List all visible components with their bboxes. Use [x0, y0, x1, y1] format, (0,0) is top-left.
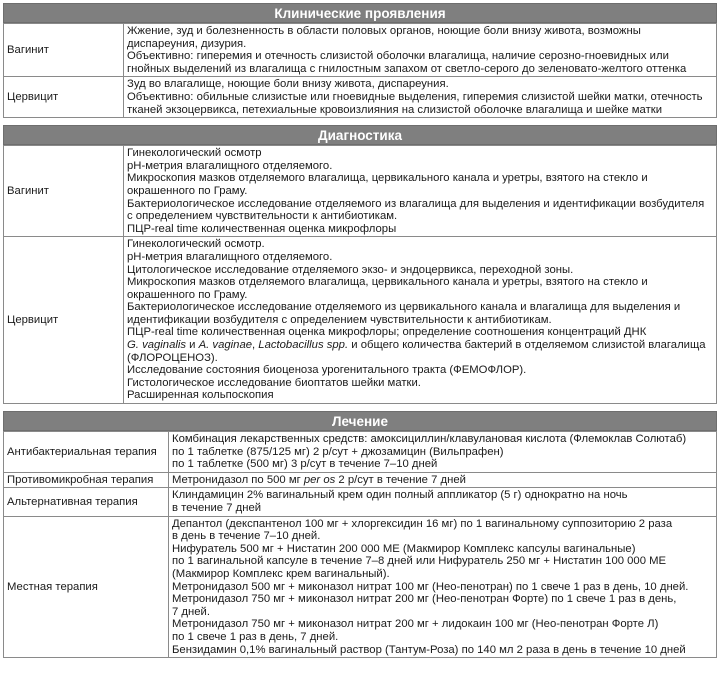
- content-line: G. vaginalis и A. vaginae, Lactobacillus spp. и общего количества бактерий в отделяемом слизистой влагалища: [127, 339, 706, 352]
- table-row: [4, 24, 717, 77]
- content-line: (Макмирор Комплекс крем вагинальный).: [172, 567, 390, 580]
- section-title-treatment: Лечение: [3, 411, 717, 431]
- content-line: Бактериологическое исследование отделяемого из влагалища для выделения и идентификации возбудителя: [127, 197, 705, 210]
- content-line: Бензидамин 0,1% вагинальный раствор (Тантум-Роза) по 140 мл 2 раза в день в течение 10 дней: [172, 643, 686, 656]
- content-line: по 1 таблетке (500 мг) 3 р/сут в течение 7–10 дней: [172, 458, 438, 471]
- content-line: идентификации возбудителя с определением чувствительности к антибиотикам.: [127, 313, 552, 326]
- row-label: Вагинит: [4, 24, 124, 77]
- content-line: Микроскопия мазков отделяемого влагалища, цервикального канала и уретры, взятого на стекло и: [127, 276, 648, 289]
- content-line: Расширенная кольпоскопия: [127, 389, 274, 402]
- content-line: ПЦР-real time количественная оценка микрофлоры; определение соотношения концентраций ДНК: [127, 326, 647, 339]
- table-row: [4, 237, 717, 404]
- row-content: [124, 77, 717, 118]
- row-content: [169, 516, 717, 658]
- row-label: Цервицит: [4, 237, 124, 404]
- content-line: Гинекологический осмотр: [127, 147, 262, 160]
- content-line: окрашенного по Граму.: [127, 288, 248, 301]
- table-row: [4, 146, 717, 237]
- section-diagnostics: [3, 125, 717, 404]
- content-line: pH-метрия влагалищного отделяемого.: [127, 250, 333, 263]
- content-line: Метронидазол 750 мг + миконазол нитрат 200 мг + лидокаин 100 мг (Нео-пенотран Форте Л): [172, 618, 659, 631]
- table-row: [4, 472, 717, 488]
- row-label: Противомикробная терапия: [4, 472, 169, 488]
- row-content: [124, 146, 717, 237]
- content-line: pH-метрия влагалищного отделяемого.: [127, 159, 333, 172]
- content-line: в течение 7 дней: [172, 502, 262, 514]
- content-line: Жжение, зуд и болезненность в области половых органов, ноющие боли внизу живота, возможны: [127, 25, 641, 37]
- section-title-diagnostics: Диагностика: [3, 125, 717, 145]
- content-line: гнойных выделений из влагалища с гнилостным запахом от светло-серого до зеленовато-желтого оттенка: [127, 62, 687, 75]
- row-label: Местная терапия: [4, 516, 169, 658]
- row-label: Цервицит: [4, 77, 124, 118]
- content-line: 7 дней.: [172, 605, 210, 618]
- table-row: [4, 516, 717, 658]
- content-line: Исследование состояния биоценоза урогенитального тракта (ФЕМОФЛОР).: [127, 364, 527, 377]
- content-line: Комбинация лекарственных средств: амоксициллин/клавулановая кислота (Флемоклав Солютаб): [172, 433, 687, 446]
- section-treatment: [3, 411, 717, 658]
- content-line: Метронидазол по 500 мг per os 2 р/сут в течение 7 дней: [172, 473, 466, 486]
- diagnostics-table: [3, 145, 717, 404]
- table-row: [4, 77, 717, 118]
- content-line: по 1 таблетке (875/125 мг) 2 р/сут + джозамицин (Вильпрафен): [172, 445, 504, 458]
- section-clinical: [3, 3, 717, 118]
- content-line: тканей экзоцервикса, петехиальные кровоизлияния на слизистой оболочке влагалища и шейке матки: [127, 103, 663, 116]
- treatment-table: [3, 431, 717, 658]
- content-line: ПЦР-real time количественная оценка микрофлоры: [127, 222, 397, 235]
- row-content: [169, 472, 717, 488]
- row-content: [169, 432, 717, 473]
- content-line: Метронидазол 750 мг + миконазол нитрат 200 мг (Нео-пенотран Форте) по 1 свече 1 раз в день,: [172, 593, 677, 606]
- content-line: окрашенного по Граму.: [127, 184, 248, 197]
- table-row: [4, 488, 717, 516]
- content-line: в день в течение 7–10 дней.: [172, 530, 321, 543]
- content-line: по 1 вагинальной капсуле в течение 7–8 дней или Нифуратель 250 мг + Нистатин 100 000 МЕ: [172, 555, 667, 568]
- content-line: Цитологическое исследование отделяемого экзо- и эндоцервикса, переходной зоны.: [127, 263, 574, 276]
- row-label: Антибактериальная терапия: [4, 432, 169, 473]
- content-line: Метронидазол 500 мг + миконазол нитрат 100 мг (Нео-пенотран) по 1 свече 1 раз в день, 10 дней.: [172, 580, 689, 593]
- content-line: Бактериологическое исследование отделяемого из цервикального канала и влагалища для выделения и: [127, 301, 681, 314]
- content-line: с определением чувствительности к антибиотикам.: [127, 210, 398, 223]
- content-line: Клиндамицин 2% вагинальный крем один полный аппликатор (5 г) однократно на ночь: [172, 489, 628, 502]
- row-label: Альтернативная терапия: [4, 488, 169, 516]
- content-line: Микроскопия мазков отделяемого влагалища, цервикального канала и уретры, взятого на стекло и: [127, 172, 648, 185]
- content-line: Гистологическое исследование биоптатов шейки матки.: [127, 376, 421, 389]
- row-label: Вагинит: [4, 146, 124, 237]
- clinical-table: [3, 23, 717, 118]
- content-line: по 1 свече 1 раз в день, 7 дней.: [172, 630, 339, 643]
- section-title-clinical: Клинические проявления: [3, 3, 717, 23]
- content-line: Объективно: обильные слизистые или гноевидные выделения, гиперемия слизистой шейки матки, отечность: [127, 90, 703, 103]
- row-content: [169, 488, 717, 516]
- row-content: [124, 237, 717, 404]
- row-content: [124, 24, 717, 77]
- table-row: [4, 432, 717, 473]
- content-line: Нифуратель 500 мг + Нистатин 200 000 МЕ (Макмирор Комплекс капсулы вагинальные): [172, 542, 636, 555]
- content-line: (ФЛОРОЦЕНОЗ).: [127, 351, 218, 364]
- document-page: [3, 3, 717, 658]
- content-line: Зуд во влагалище, ноющие боли внизу живота, диспареуния.: [127, 78, 449, 91]
- content-line: Гинекологический осмотр.: [127, 238, 265, 251]
- content-line: Депантол (декспантенол 100 мг + хлоргексидин 16 мг) по 1 вагинальному суппозиторию 2 раза: [172, 517, 673, 530]
- content-line: Объективно: гиперемия и отечность слизистой оболочки влагалища, наличие серозно-гноевидных или: [127, 50, 669, 63]
- content-line: диспареуния, дизурия.: [127, 37, 247, 50]
